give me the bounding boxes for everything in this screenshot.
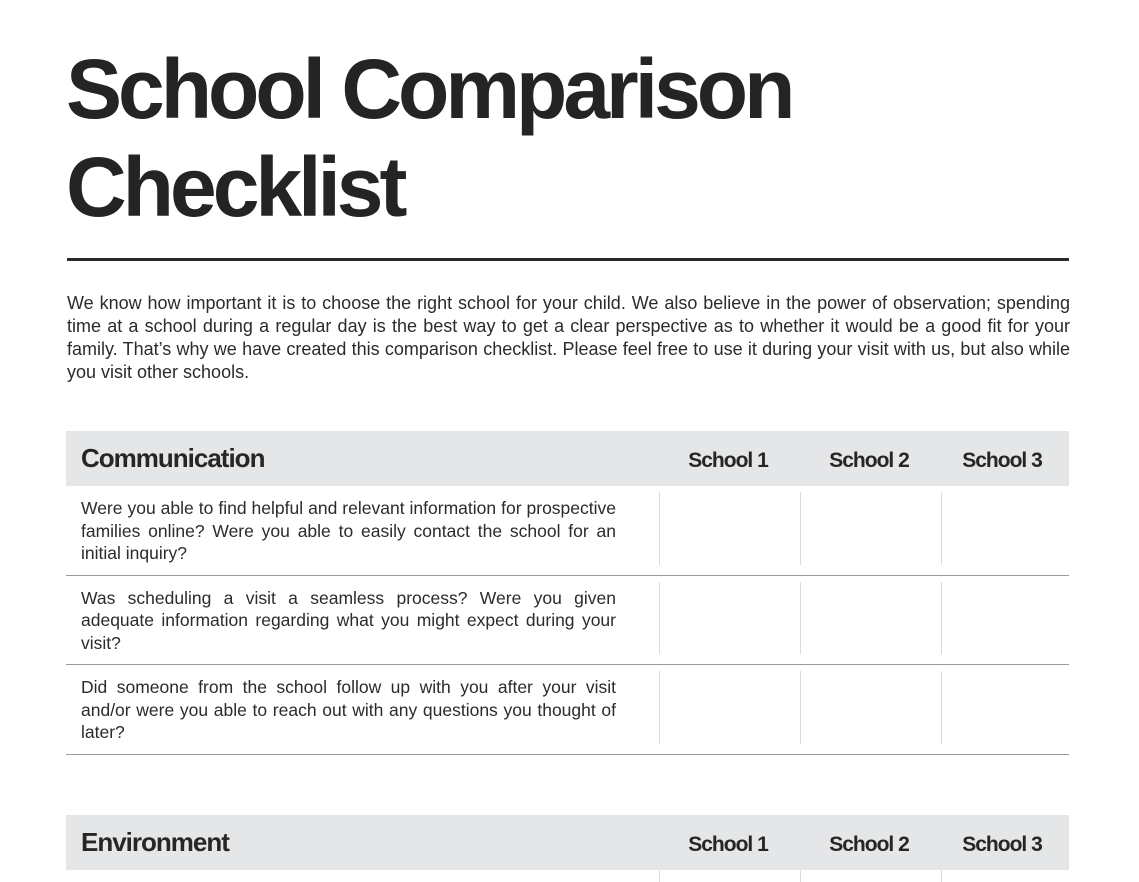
column-header-school-2: School 2 bbox=[829, 833, 909, 856]
answer-cell-school-2[interactable] bbox=[800, 870, 801, 882]
title-divider bbox=[67, 258, 1069, 261]
intro-paragraph: We know how important it is to choose the right school for your child. We also believe in the power of observation; spending time at a school during a regular day is the best way to get a clear perspective as to whether it would be a good fit for your family. That’s why we have created this comparison checklist. Please feel free to use it during your visit with us, but also while you visit other schools. bbox=[67, 293, 1070, 382]
section-header bbox=[66, 431, 1069, 486]
answer-cell-school-3[interactable] bbox=[941, 492, 942, 565]
answer-cell-school-1[interactable] bbox=[659, 492, 660, 565]
column-header-school-3: School 3 bbox=[962, 833, 1042, 856]
row-question: Did someone from the school follow up with you after your visit and/or were you able to reach out with any questions you thought of later? bbox=[81, 677, 616, 742]
checklist-row bbox=[66, 665, 1069, 755]
section-title: Environment bbox=[81, 827, 229, 857]
answer-cells-start bbox=[66, 870, 1069, 882]
section-communication bbox=[66, 431, 1069, 755]
column-header-school-2: School 2 bbox=[829, 449, 909, 472]
column-header-school-3: School 3 bbox=[962, 449, 1042, 472]
answer-cell-school-1[interactable] bbox=[659, 671, 660, 744]
page-title bbox=[66, 40, 1066, 236]
answer-cell-school-2[interactable] bbox=[800, 671, 801, 744]
column-header-school-1: School 1 bbox=[688, 449, 768, 472]
section-header bbox=[66, 815, 1069, 870]
checklist-row bbox=[66, 486, 1069, 576]
answer-cell-school-1[interactable] bbox=[659, 582, 660, 655]
answer-cell-school-3[interactable] bbox=[941, 582, 942, 655]
answer-cell-school-2[interactable] bbox=[800, 492, 801, 565]
answer-cell-school-2[interactable] bbox=[800, 582, 801, 655]
row-question: Was scheduling a visit a seamless process? Were you given adequate information regarding what you might expect during your visit? bbox=[81, 587, 616, 653]
page-title-line-1: School Comparison bbox=[66, 42, 792, 136]
answer-cell-school-3[interactable] bbox=[941, 870, 942, 882]
checklist-row bbox=[66, 576, 1069, 666]
row-question: Were you able to find helpful and relevant information for prospective families online? Were you able to easily contact the school for an initial inquiry? bbox=[81, 498, 616, 563]
column-header-school-1: School 1 bbox=[688, 833, 768, 856]
section-environment bbox=[66, 815, 1069, 882]
page-title-line-2: Checklist bbox=[66, 140, 404, 234]
answer-cell-school-1[interactable] bbox=[659, 870, 660, 882]
answer-cell-school-3[interactable] bbox=[941, 671, 942, 744]
section-title: Communication bbox=[81, 443, 265, 473]
